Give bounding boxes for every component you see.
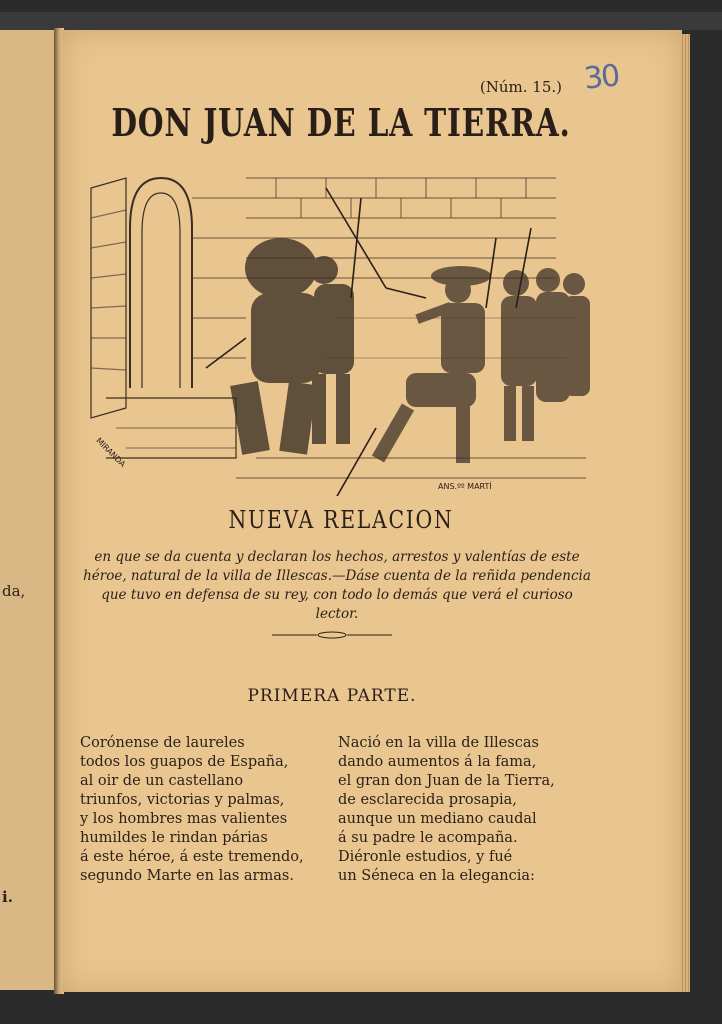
verse-column-left [80,734,304,886]
verse-line: y los hombres mas valientes [80,811,288,827]
left-page [0,30,58,990]
scanner-top-strip [0,12,722,30]
verse-column-right [338,734,555,886]
part-heading: PRIMERA PARTE. [247,686,417,706]
verse-line: á su padre le acompaña. [338,830,518,846]
issue-number: (Núm. 15.) [479,78,562,96]
verse-line: segundo Marte en las armas. [80,868,294,884]
left-page-fragment: i. [2,888,13,906]
verse-line: Nació en la villa de Illescas [338,735,539,751]
illustration-signature-left: MIRANDA [94,436,128,469]
page-edges [680,34,690,992]
woodcut-illustration [86,158,594,496]
verse-line: todos los guapos de España, [80,754,289,770]
verse-line: Corónense de laureles [80,735,245,751]
verse-line: Diéronle estudios, y fué [338,849,513,865]
verse-line: al oir de un castellano [80,773,244,789]
left-page-fragment: da, [2,582,26,600]
section-subtitle: NUEVA RELACION [228,506,454,534]
verse-line: triunfos, victorias y palmas, [80,792,285,808]
verse-line: de esclarecida prosapia, [338,792,517,808]
description-paragraph: en que se da cuenta y declaran los hechos, arrestos y valentías de este héroe, natural de la villa de Illescas.—Dáse cuenta de la reñida pendencia que tuvo en defensa de su rey, con todo lo demás que verá el curioso lector. [83,549,591,622]
illustration-signature-right: ANS.ºº MARTÍ [438,482,492,491]
verse-line: á este héroe, á este tremendo, [80,849,304,865]
verse-line: el gran don Juan de la Tierra, [338,773,555,789]
verse-line: un Séneca en la elegancia: [338,868,535,884]
ornament-divider [272,630,392,640]
verse-line: humildes le rindan párias [80,830,268,846]
verse-line: dando aumentos á la fama, [338,754,537,770]
page-title: DON JUAN DE LA TIERRA. [111,100,571,145]
handwritten-folio: 30 [582,58,620,97]
verse-line: aunque un mediano caudal [338,811,537,827]
